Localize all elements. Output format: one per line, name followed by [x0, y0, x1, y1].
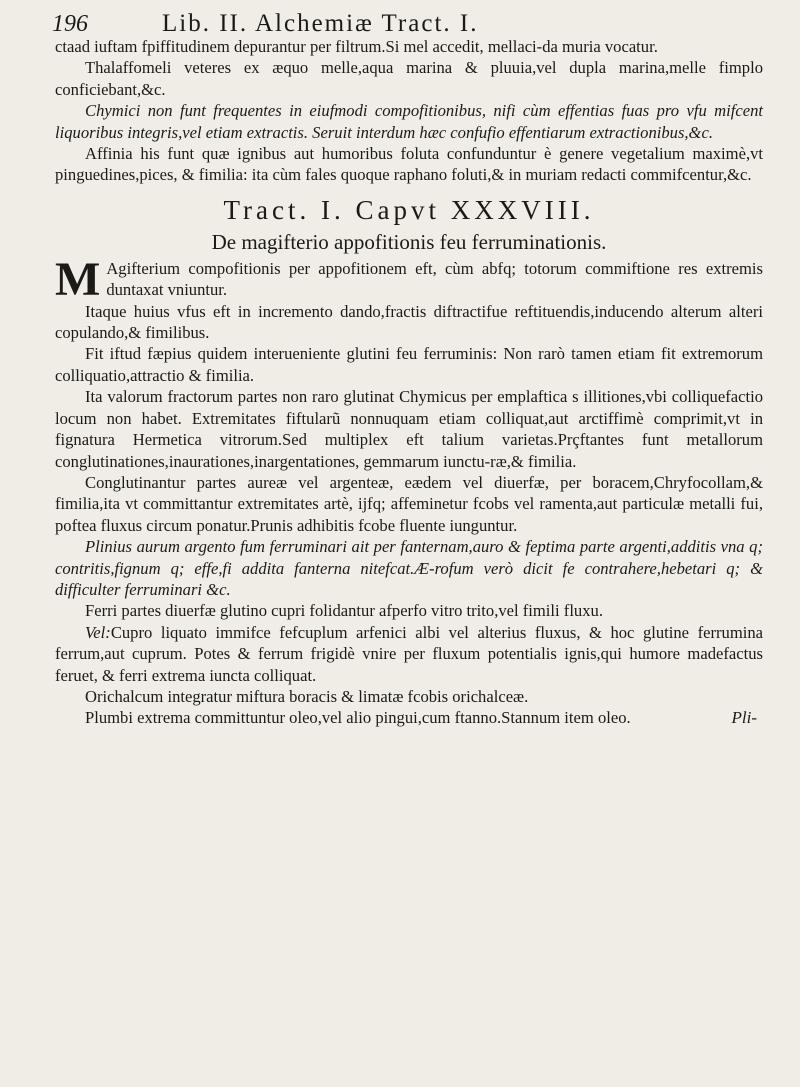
running-title: Lib. II. Alchemiæ Tract. I. — [162, 10, 479, 37]
paragraph-text: Cupro liquato immifce fefcuplum arfenici albi vel alterius fluxus, & hoc glutine ferrumina ferrum,aut cuprum. Potes & ferrum frigidè vnire per fluxum potentialis ignis,qui humore madefactus feruet, & ferri extrema iuncta colliquat. — [55, 622, 763, 685]
paragraph: Thalaffomeli veteres ex æquo melle,aqua marina & pluuia,vel dupla marina,melle fimplo conficiebant,&c. — [55, 58, 763, 99]
paragraph: ctaad iuftam fpiffitudinem depurantur per filtrum.Si mel accedit, mellaci-da muria vocatur. — [55, 37, 658, 56]
text-block — [55, 36, 763, 728]
paragraph — [55, 622, 763, 686]
paragraph: Conglutinantur partes aureæ vel argenteæ, eædem vel diuerfæ, per boracem,Chryfocollam,& fimilia,ita vt committantur extremitates artè, ijfq; affeminetur fcobs vel ramenta,aut particulæ metalli fui, poftea fluxus circum ponatur.Prunis adhibitis fcobe fluente iunguntur. — [55, 472, 763, 535]
paragraph: Fit iftud fæpius quidem interueniente glutini feu ferruminis: Non rarò tamen etiam fit extremorum colliquatio,attractio & fimilia. — [55, 344, 763, 385]
paragraph-text: Agifterium compofitionis per appofitionem eft, cùm abfq; totorum commiftione res extremis duntaxat vniuntur. — [106, 258, 763, 300]
paragraph: Plinius aurum argento fum ferruminari ait per fanternam,auro & feptima parte argenti,additis vna q; contritis,fignum q; effe,fi addita fanterna nitefcat.Æ-rofum verò dicit fe contrahere,hebetari q; & difficulter ferruminari &c. — [55, 537, 763, 599]
chapter-subtitle: De magifterio appofitionis feu ferruminationis. — [211, 229, 607, 254]
paragraph: Ferri partes diuerfæ glutino cupri folidantur afperfo vitro trito,vel fimili fluxu. — [85, 601, 603, 621]
paragraph: Chymici non funt frequentes in eiufmodi compofitionibus, nifi cùm effentias fuas pro vfu mifcent liquoribus integris,vel etiam extractis. Seruit interdum hæc confufio effentiarum extractionibus,&c. — [55, 101, 763, 142]
paragraph — [55, 252, 763, 306]
drop-cap: M — [55, 252, 101, 306]
page-number: 196 — [52, 11, 88, 37]
paragraph: Itaque huius vfus eft in incremento dando,fractis diftractifue reftituendis,inducendo alterum alteri copulando,& fimilibus. — [55, 301, 763, 343]
paragraph: Ita valorum fractorum partes non raro glutinat Chymicus per emplaftica s illitiones,vbi colliquefactio locum non habet. Extremitates fiftularũ nonnuquam etiam colliquat,aut arctiffimè comprimit,vt in fignatura Hermetica vitrorum.Sed multiplex eft talium varietas.Prçftantes funt metallorum conglutinationes,inaurationes,inargentationes, gemmarum iunctu-ræ,& fimilia. — [55, 387, 763, 471]
catchword: Pli- — [731, 707, 757, 727]
paragraph: Plumbi extrema committuntur oleo,vel alio pingui,cum ftanno.Stannum item oleo. — [85, 708, 631, 728]
chapter-heading: Tract. I. Capvt XXXVIII. — [223, 194, 595, 225]
paragraph: Orichalcum integratur miftura boracis & limatæ fcobis orichalceæ. — [85, 686, 529, 706]
paragraph: Affinia his funt quæ ignibus aut humoribus foluta confunduntur è genere vegetalium maximè,vt pinguedines,pices, & fimilia: ita cùm fales quoque raphano foluti,& in muriam redacti commifcentur,&c. — [55, 144, 763, 185]
paragraph-lead: Vel: — [85, 622, 111, 642]
